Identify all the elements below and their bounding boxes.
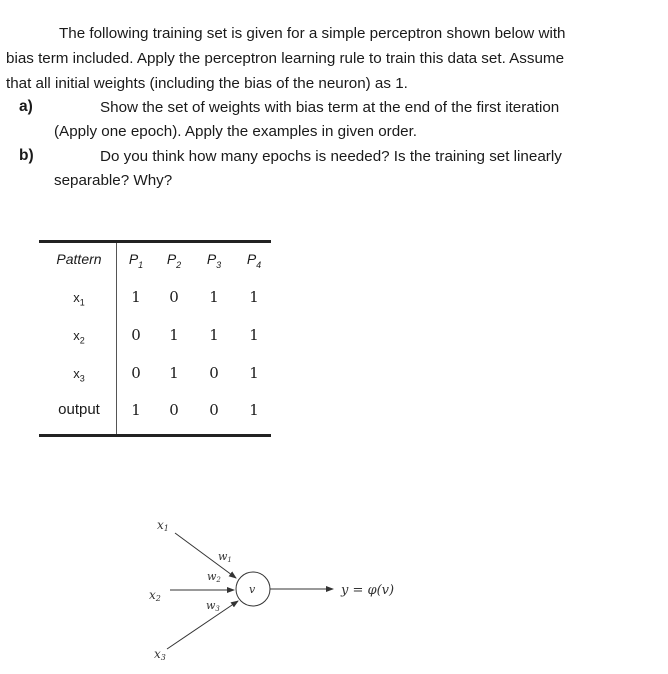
table-cell: 1	[249, 288, 259, 306]
weight-w2-label: w2	[207, 570, 221, 584]
table-cell: 1	[249, 401, 259, 419]
table-cell: 1	[249, 364, 259, 382]
neuron-label: v	[249, 583, 256, 596]
table-row-label: $x_1$	[73, 290, 85, 308]
problem-line-2: bias term included. Apply the perceptron learning rule to train this data set. Assume	[6, 50, 565, 67]
input-x1-sub: 1	[163, 524, 169, 533]
table-header-corner: Pattern	[56, 251, 102, 267]
table-header-sub: 2	[176, 259, 182, 270]
problem-line-1: The following training set is given for a simple perceptron shown below with	[59, 25, 566, 42]
weight-w1-label: w1	[218, 550, 232, 564]
table-top-rule	[39, 240, 271, 243]
table-cell: 0	[131, 326, 141, 344]
table-cell: 1	[209, 288, 219, 306]
table-cell: 1	[131, 401, 141, 419]
input-x3-sub: 3	[160, 653, 166, 662]
table-cell: 0	[209, 401, 219, 419]
table-column-divider	[116, 243, 117, 434]
table-cell: 0	[169, 288, 179, 306]
output-formula: y = φ(v)	[341, 583, 395, 598]
input-x1-label: x1	[157, 518, 169, 533]
table-row-label: $x_2$	[73, 328, 85, 346]
table-bottom-rule	[39, 434, 271, 437]
weight-w3-label: w3	[206, 599, 220, 613]
weight-w3-sub: 3	[215, 605, 220, 613]
table-row-label: output	[58, 401, 100, 418]
table-cell: 0	[209, 364, 219, 382]
table-header-letter: P	[246, 251, 257, 267]
perceptron-diagram	[0, 500, 668, 674]
table-cell: 0	[131, 364, 141, 382]
connection-x3	[167, 601, 238, 649]
table-cell: 0	[169, 401, 179, 419]
input-x2-sub: 2	[155, 594, 161, 603]
table-cell: 1	[169, 364, 179, 382]
weight-w1-sub: 1	[227, 556, 232, 564]
table-header-sub: 4	[256, 259, 262, 270]
input-x2-label: x2	[149, 588, 161, 603]
table-cell: 1	[131, 288, 141, 306]
table-cell: 1	[169, 326, 179, 344]
part-a-line-2: (Apply one epoch). Apply the examples in given order.	[54, 123, 418, 140]
problem-line-3: that all initial weights (including the bias of the neuron) as 1.	[6, 75, 408, 92]
table-header-letter: P	[206, 251, 217, 267]
table-header-letter: P	[128, 251, 139, 267]
table-cell: 1	[249, 326, 259, 344]
part-b-label: b)	[19, 147, 34, 164]
input-x3-label: x3	[154, 647, 166, 662]
table-header-sub: 1	[138, 259, 144, 270]
table-header-p3	[201, 250, 227, 274]
table-cell: 1	[209, 326, 219, 344]
table-header-letter: P	[166, 251, 177, 267]
table-header-p1	[123, 250, 149, 274]
part-b-line-1: Do you think how many epochs is needed? Is the training set linearly	[100, 148, 562, 165]
part-a-line-1: Show the set of weights with bias term at the end of the first iteration	[100, 99, 560, 116]
table-header-sub: 3	[216, 259, 222, 270]
part-a-label: a)	[19, 98, 33, 115]
part-b-line-2: separable? Why?	[54, 172, 173, 189]
weight-w2-sub: 2	[216, 576, 221, 584]
table-header-p2	[161, 250, 187, 274]
training-set-table	[39, 240, 271, 437]
table-row-label: $x_3$	[73, 366, 85, 384]
table-header-p4	[241, 250, 267, 274]
